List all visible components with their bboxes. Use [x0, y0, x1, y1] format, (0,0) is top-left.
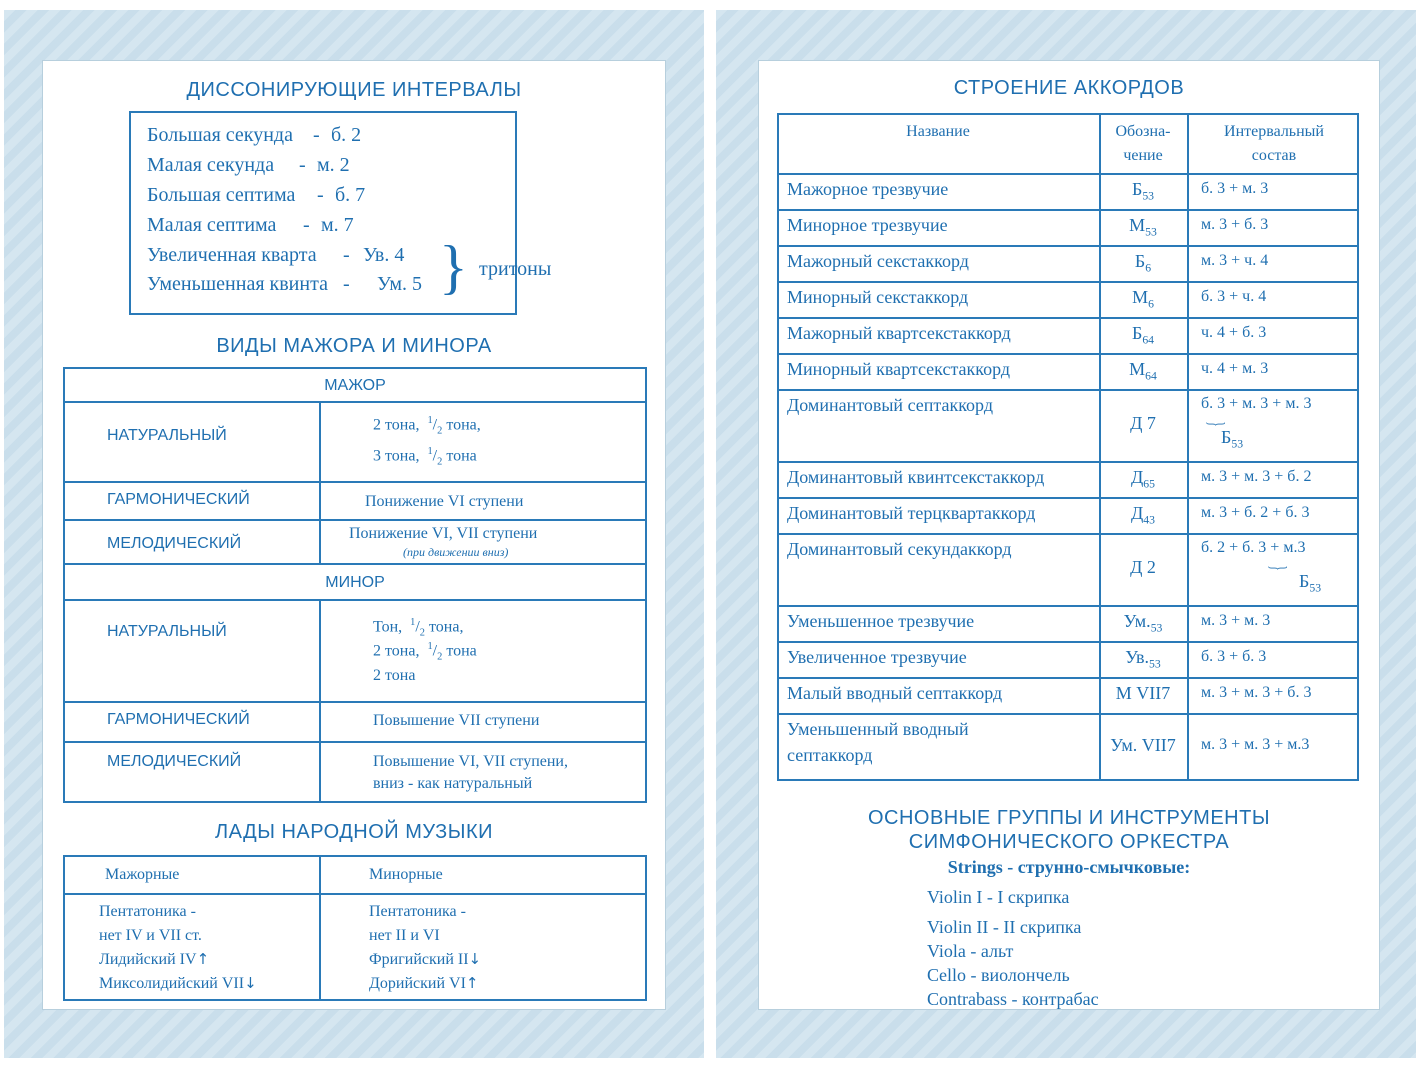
chord-intervals: б. 3 + б. 3 [1201, 648, 1267, 665]
interval-name: Уменьшенная квинта [147, 273, 328, 295]
folk-item: нет IV и VII ст. [99, 927, 202, 944]
interval-sep: - [299, 154, 306, 176]
dissonant-title: ДИССОНИРУЮЩИЕ ИНТЕРВАЛЫ [186, 79, 522, 101]
chords-title: СТРОЕНИЕ АККОРДОВ [953, 77, 1185, 99]
arrow-down-icon: ↓ [244, 974, 257, 992]
folk-item: Лидийский IV↑ [99, 950, 210, 968]
table-line [777, 281, 1359, 283]
folk-item: Пентатоника - [369, 903, 466, 920]
table-line [777, 461, 1359, 463]
table-line [1187, 113, 1189, 781]
table-line [777, 209, 1359, 211]
table-line [63, 481, 647, 483]
chord-intervals: б. 2 + б. 3 + м.3 [1201, 539, 1306, 556]
folk-item: Миксолидийский VII↓ [99, 974, 257, 992]
chord-symbol: $Ув._{53}$ [1125, 647, 1161, 671]
table-line [777, 677, 1359, 679]
chord-symbol: $Б_6$ [1134, 251, 1152, 275]
interval-abbr: Ум. 5 [377, 273, 423, 295]
table-line [777, 713, 1359, 715]
folk-col-major: Мажорные [105, 866, 180, 883]
table-line [777, 245, 1359, 247]
header-intervals: Интервальный [1224, 123, 1324, 140]
interval-sep: - [317, 184, 324, 206]
tritones-label: тритоны [479, 258, 552, 280]
chord-name: Мажорное трезвучие [787, 179, 949, 199]
interval-abbr: б. 7 [335, 184, 366, 206]
interval-name: Большая секунда [147, 124, 293, 146]
chord-name: Доминантовый терцквартаккорд [787, 503, 1036, 523]
chord-symbol: $М_{64}$ [1129, 359, 1157, 383]
interval-sep: - [313, 124, 320, 146]
brace-icon: } [1204, 421, 1230, 427]
modes-title: ВИДЫ МАЖОРА И МИНОРА [216, 335, 492, 357]
arrow-up-icon: ↑ [196, 950, 210, 968]
right-page [758, 60, 1380, 1010]
chord-name: Минорный квартсекстаккорд [787, 359, 1011, 379]
chord-intervals: м. 3 + м. 3 [1201, 612, 1271, 629]
instrument: Contrabass - контрабас [927, 989, 1099, 1009]
mode-desc: Повышение VI, VII ступени, [373, 753, 568, 770]
folk-title: ЛАДЫ НАРОДНОЙ МУЗЫКИ [215, 821, 493, 843]
chord-intervals: б. 3 + м. 3 [1201, 180, 1269, 197]
chord-symbol: $Д_{43}$ [1131, 503, 1155, 527]
mode-desc: Понижение VI ступени [365, 493, 524, 510]
folk-item: Дорийский VI↑ [369, 974, 479, 992]
arrow-down-icon: ↓ [468, 950, 482, 968]
chord-intervals: м. 3 + ч. 4 [1201, 252, 1269, 269]
interval-abbr: Ув. 4 [363, 244, 405, 266]
table-line [777, 353, 1359, 355]
table-line [63, 563, 647, 565]
orchestra-title-1: ОСНОВНЫЕ ГРУППЫ И ИНСТРУМЕНТЫ [867, 807, 1271, 829]
interval-name: Увеличенная кварта [147, 244, 317, 266]
table-line [63, 893, 647, 895]
major-header: МАЖОР [324, 377, 386, 394]
orchestra-title-2: СИМФОНИЧЕСКОГО ОРКЕСТРА [908, 831, 1230, 853]
header-designation: чение [1123, 147, 1163, 164]
chord-symbol: $Б_{53}$ [1131, 179, 1155, 203]
chord-name: Доминантовый квинтсекстаккорд [787, 467, 1045, 487]
chord-intervals: ч. 4 + м. 3 [1201, 360, 1269, 377]
chord-symbol: Д 7 [1130, 413, 1156, 433]
chord-name: септаккорд [787, 745, 873, 765]
chord-intervals: м. 3 + б. 2 + б. 3 [1201, 504, 1310, 521]
table-line [777, 641, 1359, 643]
table-line [777, 605, 1359, 607]
chord-name: Доминантовый секундаккорд [787, 539, 1012, 559]
table-line [63, 701, 647, 703]
mode-desc: Тон, $^1/_2$ тона, [373, 617, 464, 639]
interval-name: Малая септима [147, 214, 277, 236]
folk-item: нет II и VI [369, 927, 440, 944]
mode-desc: Понижение VI, VII ступени [349, 525, 538, 542]
brace-label: $Б_{53}$ [1221, 427, 1244, 451]
left-page [42, 60, 666, 1010]
mode-desc: 2 тона, $^1/_2$ тона [373, 641, 477, 663]
folk-item: Пентатоника - [99, 903, 196, 920]
mode-desc: вниз - как натуральный [373, 775, 533, 792]
minor-header: МИНОР [325, 574, 385, 591]
table-line [319, 599, 321, 803]
interval-sep: - [343, 273, 350, 295]
chord-symbol: Д 2 [1130, 557, 1156, 577]
chords-table [777, 113, 1359, 781]
chord-intervals: м. 3 + б. 3 [1201, 216, 1269, 233]
chord-name: Уменьшенное трезвучие [787, 611, 975, 631]
chord-name: Увеличенное трезвучие [787, 647, 967, 667]
chord-intervals: м. 3 + м. 3 + м.3 [1201, 736, 1310, 753]
chord-intervals: м. 3 + м. 3 + б. 3 [1201, 684, 1312, 701]
instrument: Viola - альт [927, 941, 1014, 961]
chord-symbol: $М_{53}$ [1129, 215, 1157, 239]
interval-name: Большая септима [147, 184, 296, 206]
mode-name: ГАРМОНИЧЕСКИЙ [107, 491, 250, 508]
folk-col-minor: Минорные [369, 866, 443, 883]
chord-symbol: $М_6$ [1132, 287, 1154, 311]
mode-desc: 2 тона, $^1/_2$ тона, [373, 415, 481, 437]
chord-symbol: $Д_{65}$ [1131, 467, 1155, 491]
table-line [319, 855, 321, 1001]
brace-icon: } [1266, 565, 1292, 571]
table-line [777, 533, 1359, 535]
chord-intervals: м. 3 + м. 3 + б. 2 [1201, 468, 1312, 485]
table-line [63, 599, 647, 601]
mode-desc: 3 тона, $^1/_2$ тона [373, 446, 477, 468]
instrument: Violin II - II скрипка [927, 917, 1082, 937]
chord-intervals: б. 3 + ч. 4 [1201, 288, 1267, 305]
table-line [63, 741, 647, 743]
table-line [63, 519, 647, 521]
chord-name: Доминантовый септаккорд [787, 395, 993, 415]
instrument: Violin I - I скрипка [927, 887, 1070, 907]
chord-symbol: Ум. VII7 [1110, 735, 1176, 755]
mode-name: НАТУРАЛЬНЫЙ [107, 427, 227, 444]
chord-name: Уменьшенный вводный [787, 719, 969, 739]
interval-abbr: б. 2 [331, 124, 362, 146]
chord-symbol: $Ум._{53}$ [1123, 611, 1163, 635]
chord-name: Мажорный секстаккорд [787, 251, 969, 271]
mode-name: НАТУРАЛЬНЫЙ [107, 623, 227, 640]
table-line [777, 173, 1359, 175]
chord-name: Мажорный квартсекстаккорд [787, 323, 1011, 343]
interval-abbr: м. 7 [321, 214, 354, 236]
instrument: Cello - виолончель [927, 965, 1070, 985]
chord-name: Минорный секстаккорд [787, 287, 969, 307]
orchestra-group: Strings - струнно-смычковые: [947, 857, 1191, 877]
chord-name: Минорное трезвучие [787, 215, 948, 235]
table-line [319, 401, 321, 565]
table-line [777, 497, 1359, 499]
chord-symbol: М VII7 [1115, 683, 1171, 703]
mode-name: ГАРМОНИЧЕСКИЙ [107, 711, 250, 728]
mode-name: МЕЛОДИЧЕСКИЙ [107, 535, 242, 552]
interval-name: Малая секунда [147, 154, 275, 176]
mode-name: МЕЛОДИЧЕСКИЙ [107, 753, 242, 770]
brace-icon: } [439, 234, 468, 300]
interval-sep: - [343, 244, 350, 266]
mode-desc: 2 тона [373, 667, 416, 684]
chord-symbol: $Б_{64}$ [1131, 323, 1155, 347]
mode-note: (при движении вниз) [403, 545, 509, 559]
table-line [1099, 113, 1101, 781]
arrow-up-icon: ↑ [465, 974, 479, 992]
header-intervals: состав [1251, 147, 1297, 164]
interval-sep: - [303, 214, 310, 236]
chord-intervals: ч. 4 + б. 3 [1201, 324, 1267, 341]
header-designation: Обозна- [1115, 123, 1171, 140]
folk-item: Фригийский II↓ [369, 950, 482, 968]
chord-name: Малый вводный септаккорд [787, 683, 1003, 703]
table-line [63, 401, 647, 403]
chord-intervals: б. 3 + м. 3 + м. 3 [1201, 395, 1312, 412]
table-line [777, 317, 1359, 319]
header-name: Название [906, 123, 970, 140]
table-line [777, 389, 1359, 391]
mode-desc: Повышение VII ступени [373, 712, 540, 729]
interval-abbr: м. 2 [317, 154, 350, 176]
brace-label: $Б_{53}$ [1299, 571, 1322, 595]
